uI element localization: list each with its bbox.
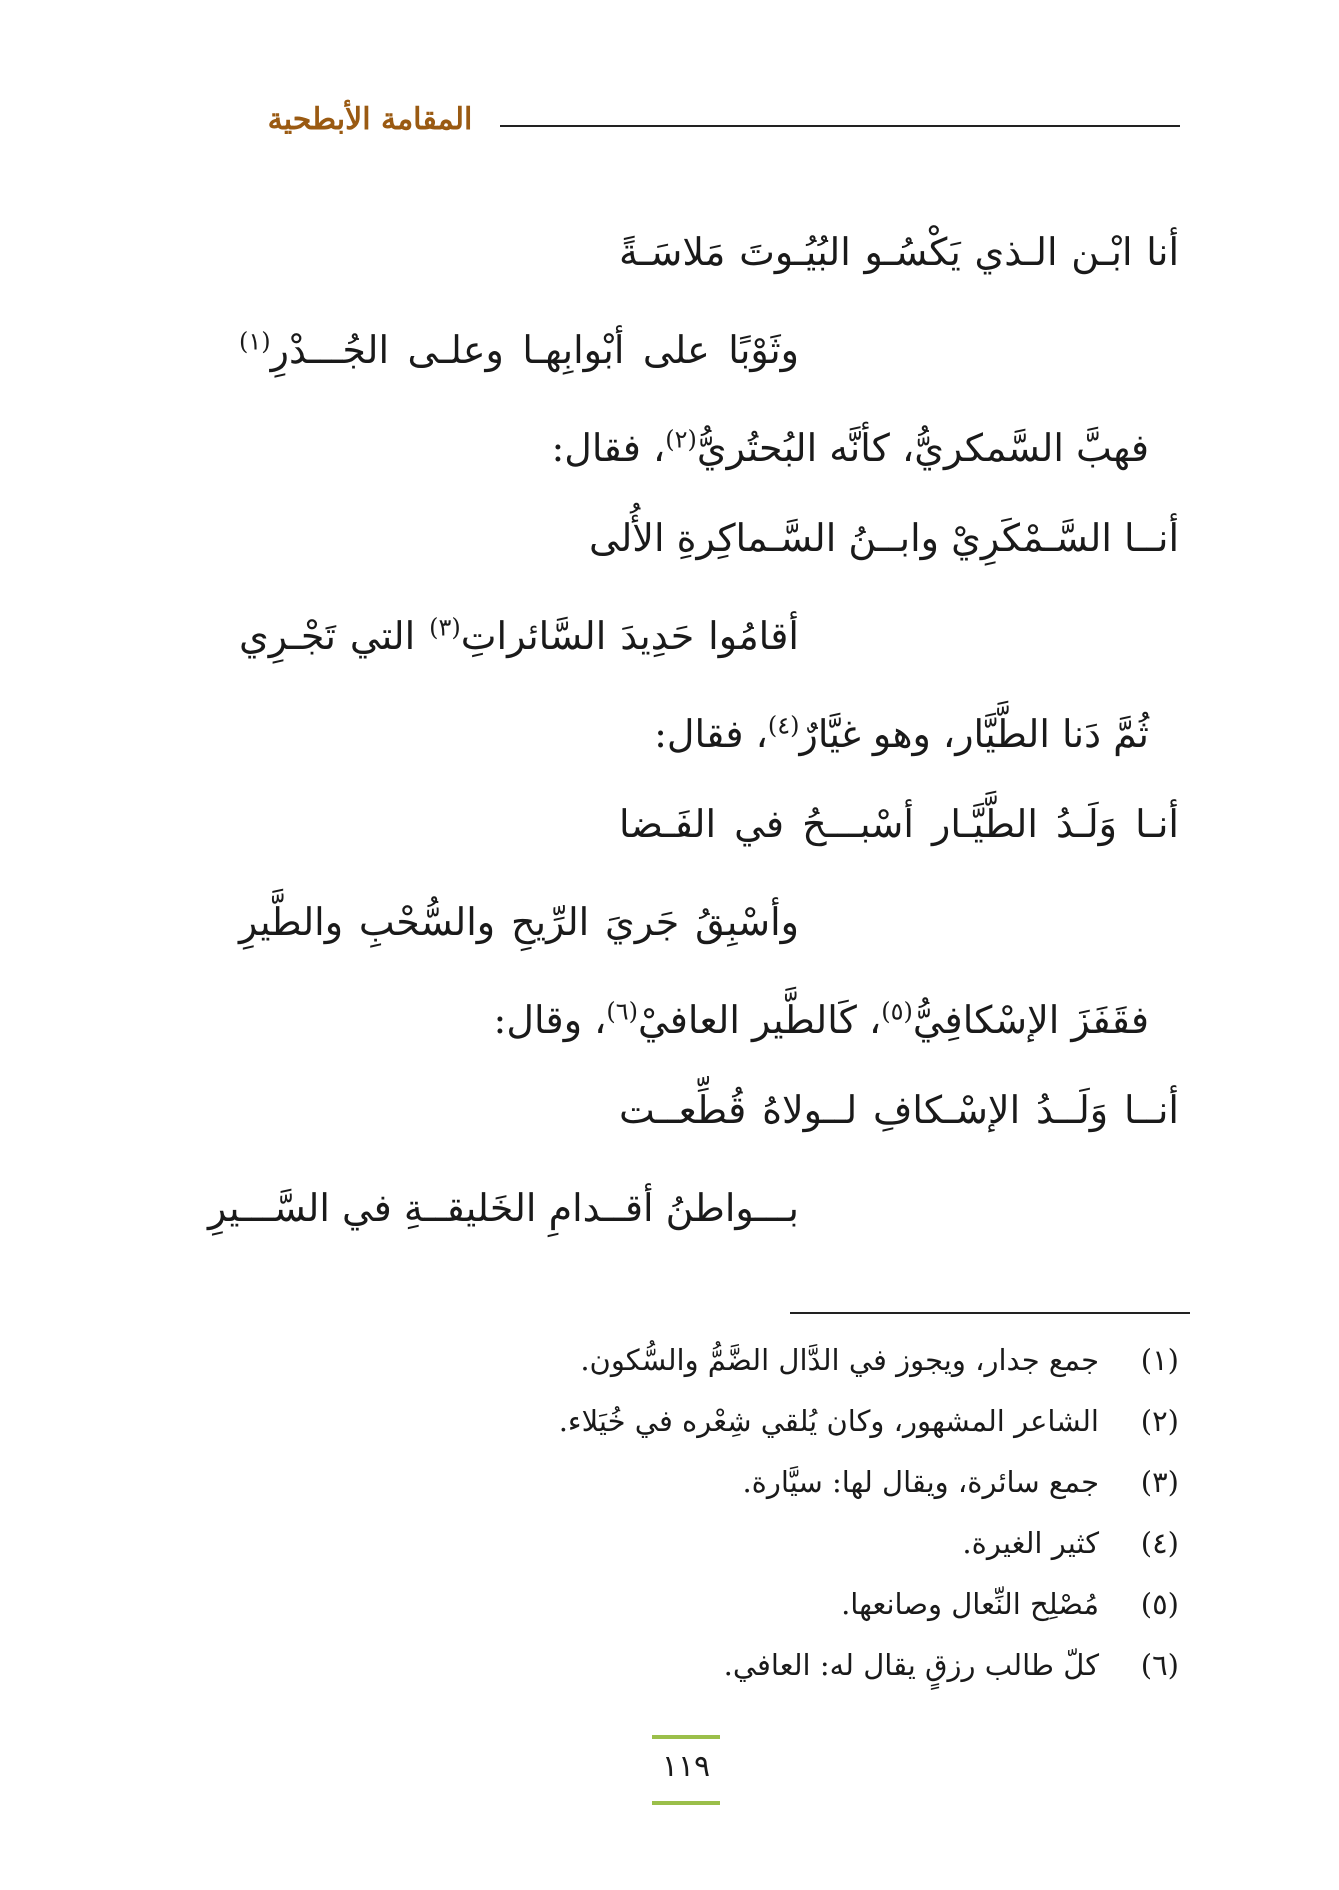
prose-line-3	[494, 990, 1149, 1050]
footnote-item	[279, 1521, 1179, 1582]
verse-text: وثَوْبًا على أبْوابِهـا وعلـى الجُـــدْرِ	[270, 328, 799, 372]
verse-text: وأسْبِقُ جَريَ الرِّيحِ والسُّحْبِ والطَّيرِ	[239, 900, 799, 944]
footnote-number: (١)	[1140, 1343, 1179, 1377]
footnote-item	[279, 1582, 1179, 1643]
prose-text: فقَفَزَ الإسْكافِيُّ	[912, 998, 1149, 1042]
footnote-ref[interactable]: (١)	[239, 327, 271, 356]
verse-text: بـــواطنُ أقــدامِ الخَليقــةِ في السَّـــيرِ	[208, 1186, 799, 1230]
footnote-number: (٣)	[1140, 1465, 1179, 1499]
footnote-ref[interactable]: (٤)	[767, 711, 800, 740]
running-header-title: المقامة الأبطحية	[267, 102, 473, 137]
prose-text-tail: ، فقال:	[654, 712, 768, 756]
prose-line-1	[552, 418, 1150, 478]
verse-line-3	[589, 508, 1179, 568]
prose-text: فهبَّ السَّمكريُّ، كأنَّه البُحتُريُّ	[696, 426, 1149, 470]
footnote-ref[interactable]: (٥)	[881, 997, 913, 1026]
footnote-item	[279, 1399, 1179, 1460]
footnote-separator	[790, 1312, 1190, 1314]
verse-line-2	[239, 320, 799, 380]
footnote-ref[interactable]: (٢)	[665, 425, 697, 454]
footnote-number: (٦)	[1140, 1648, 1179, 1682]
verse-line-6	[239, 892, 799, 952]
footnote-ref[interactable]: (٦)	[606, 997, 639, 1026]
verse-text: أقامُوا حَدِيدَ السَّائراتِ	[460, 614, 799, 658]
footnotes	[279, 1338, 1179, 1704]
page-number-rule-bottom	[652, 1801, 720, 1805]
verse-text-tail: التي تَجْـرِي	[239, 614, 430, 658]
footnote-item	[279, 1460, 1179, 1521]
prose-line-2	[654, 704, 1149, 764]
verse-line-8	[208, 1178, 799, 1238]
footnote-text: جمع سائرة، ويقال لها: سيَّارة.	[742, 1465, 1099, 1499]
footnote-item	[279, 1338, 1179, 1399]
verse-text: أنــا السَّـمْكَرِيْ وابــنُ السَّـماكِرةِ الأُلى	[589, 516, 1179, 560]
prose-text-tail: ، كَالطَّير العافيْ	[638, 998, 882, 1042]
verse-line-5	[619, 794, 1179, 854]
footnote-text: الشاعر المشهور، وكان يُلقي شِعْره في خُيَلاء.	[558, 1404, 1099, 1438]
page-number-rule-top	[652, 1735, 720, 1739]
prose-text-tail: ، فقال:	[551, 426, 666, 470]
verse-text: أنا ابْـن الـذي يَكْسُـو البُيُـوتَ مَلاسَـةً	[619, 230, 1179, 274]
verse-text: أنـا وَلَـدُ الطَّيَّـار أسْبـــحُ في الفَـضا	[619, 802, 1179, 846]
footnote-number: (٥)	[1140, 1587, 1179, 1621]
verse-line-7	[619, 1080, 1179, 1140]
verse-line-4	[239, 606, 799, 666]
page-number: ١١٩	[661, 1749, 711, 1784]
footnote-text: جمع جدار، ويجوز في الدَّال الضَّمُّ والسُّكون.	[580, 1343, 1099, 1377]
footnote-number: (٤)	[1140, 1526, 1179, 1560]
footnote-text: كثير الغيرة.	[962, 1526, 1099, 1560]
footnote-number: (٢)	[1140, 1404, 1179, 1438]
verse-line-1	[619, 222, 1179, 282]
footnote-text: كلّ طالب رزقٍ يقال له: العافي.	[723, 1648, 1099, 1682]
prose-text: ثُمَّ دَنا الطَّيَّار، وهو غيَّارٌ	[799, 712, 1149, 756]
verse-text: أنــا وَلَــدُ الإسْـكافِ لــولاهُ قُطِّعــت	[619, 1088, 1179, 1132]
footnote-item	[279, 1643, 1179, 1704]
footnote-ref[interactable]: (٣)	[429, 613, 461, 642]
footnote-text: مُصْلِح النِّعال وصانعها.	[841, 1587, 1099, 1621]
prose-text-tail: ، وقال:	[493, 998, 607, 1042]
header-rule	[500, 125, 1180, 127]
